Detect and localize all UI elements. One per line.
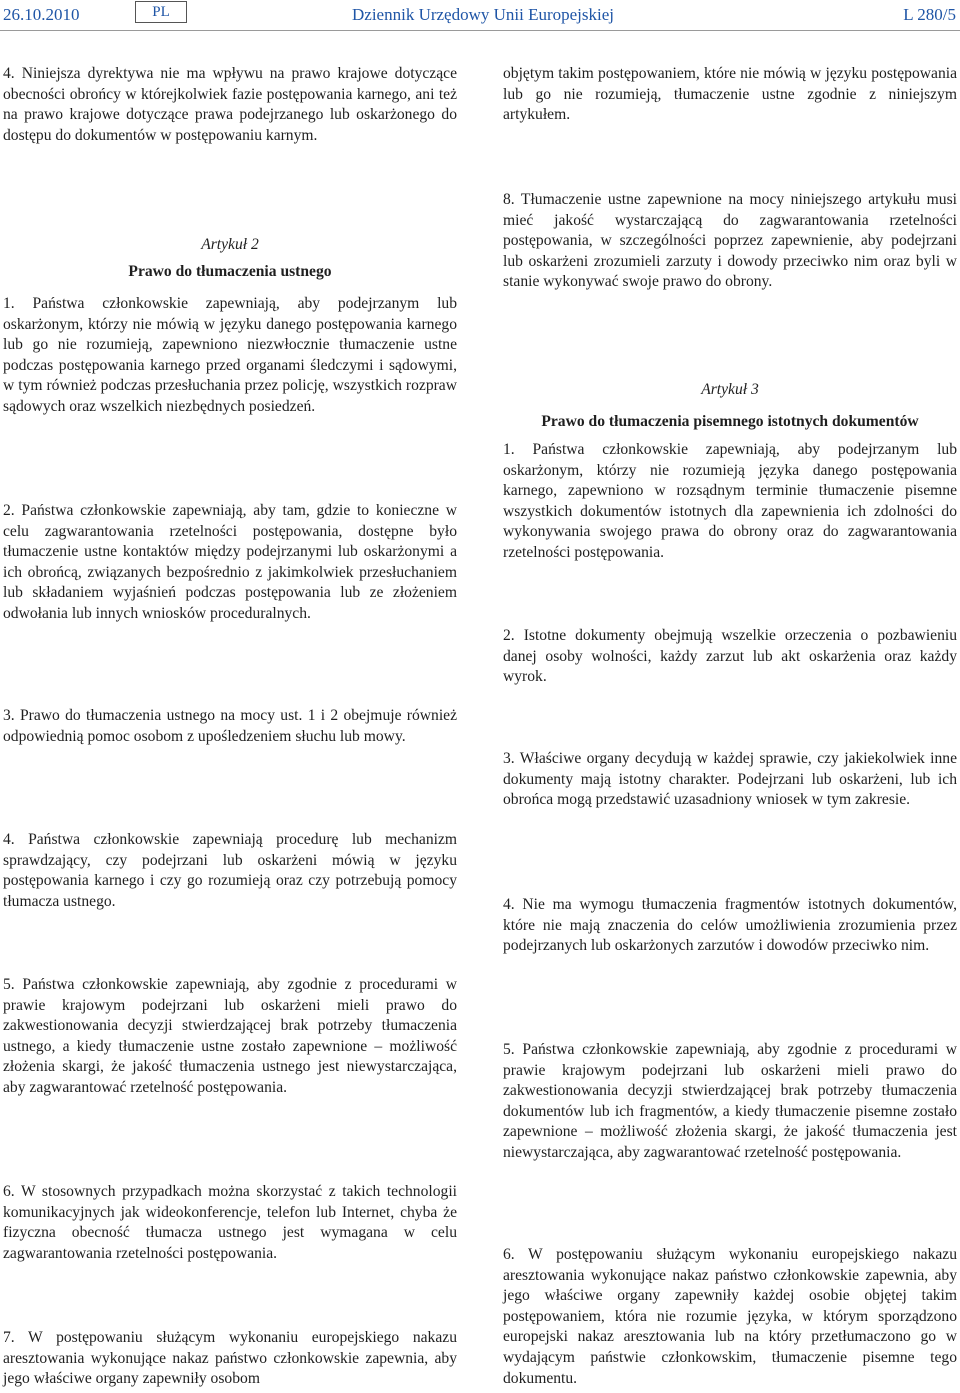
publication-date: 26.10.2010	[3, 5, 80, 24]
paragraph-3: 3. Prawo do tłumaczenia ustnego na mocy ust. 1 i 2 obejmuje również odpowiednią pomoc osobom z upośledzeniem słuchu lub mowy.	[3, 707, 457, 745]
paragraph-4: 4. Nie ma wymogu tłumaczenia fragmentów istotnych dokumentów, które nie mają znaczenia do celów umożliwienia zrozumienia przez podejrzanych lub oskarżonych zarzutów i dowodów przeciwko nim.	[503, 896, 957, 955]
paragraph-2: 2. Istotne dokumenty obejmują wszelkie orzeczenia o pozbawieniu danej osoby wolności, każdy zarzut lub akt oskarżenia oraz każdy wyrok.	[503, 627, 957, 686]
article-2-heading	[3, 235, 457, 282]
paragraph-5: 5. Państwa członkowskie zapewniają, aby zgodnie z procedurami w prawie krajowym podejrzani lub oskarżeni mieli prawo do zakwestionowania decyzji stwierdzającej brak potrzeby tłumaczenia dokumentów lub ich fragmentów, a kiedy tłumaczenie pisemne zostało zapewnione – możliwość złożenia skargi, że jakość tłumaczenia jest niewystarczająca, aby zagwarantować rzetelność postępowania.	[503, 1041, 957, 1161]
paragraph-6: 6. W postępowaniu służącym wykonaniu europejskiego nakazu aresztowania wykonujące nakaz państwo członkowskie zapewnia, aby jego właściwe organy zapewniły każdej osobie objętej takim postępowaniem, która nie rozumie języka, w którym sporządzono europejski nakaz aresztowania lub na który przetłumaczono go w wydającym państwie członkowskim, tłumaczenie pisemne tego dokumentu.	[503, 1246, 957, 1387]
paragraph-1: 1. Państwa członkowskie zapewniają, aby podejrzanym lub oskarżonym, którzy nie rozumieją języka danego postępowania karnego, zapewniono w rozsądnym terminie tłumaczenie pisemne wszystkich dokumentów istotnych dla zapewnienia ich zdolności do wykonywania swojego prawa do obrony oraz do zagwarantowania rzetelności postępowania.	[503, 441, 957, 561]
article-number: Artykuł 3	[701, 381, 759, 398]
page-header	[0, 0, 960, 34]
journal-title: Dziennik Urzędowy Unii Europejskiej	[352, 5, 615, 24]
paragraph-1: 1. Państwa członkowskie zapewniają, aby podejrzanym lub oskarżonym, którzy nie mówią w języku danego postępowania karnego lub go nie rozumieją, zapewniono niezwłocznie tłumaczenie ustne podczas postępowania karnego przed organami śledczymi i sądowymi, w tym również podczas przesłuchania przez policję, wszystkich rozpraw sądowych oraz wszelkich niezbędnych posiedzeń.	[3, 295, 457, 415]
paragraph-7-continued: objętym takim postępowaniem, które nie mówią w języku postępowania lub go nie rozumieją, tłumaczenie ustne zgodnie z niniejszym artykułem.	[503, 65, 957, 124]
paragraph-4: 4. Państwa członkowskie zapewniają procedurę lub mechanizm sprawdzający, czy podejrzani lub oskarżeni mówią w języku postępowania karnego i czy go rozumieją oraz czy potrzebują pomocy tłumacza ustnego.	[3, 831, 457, 910]
paragraph-2: 2. Państwa członkowskie zapewniają, aby tam, gdzie to konieczne w celu zagwarantowania rzetelności postępowania, dostępne było tłumaczenie ustne kontaktów między podejrzanymi lub oskarżonymi a ich obrońcą, związanych bezpośrednio z jakimkolwiek przesłuchaniem lub składaniem wyjaśnień podczas postępowania lub ze złożeniem odwołania lub innych wniosków proceduralnych.	[3, 502, 457, 622]
paragraph-5: 5. Państwa członkowskie zapewniają, aby zgodnie z procedurami w prawie krajowym podejrzani lub oskarżeni mieli prawo do zakwestionowania decyzji stwierdzającej brak potrzeby tłumaczenia ustnego, a kiedy tłumaczenie ustne zostało zapewnione – możliwość złożenia skargi, że jakość tłumaczenia ustnego jest niewystarczająca, aby zagwarantować rzetelność postępowania.	[3, 976, 457, 1096]
page-reference: L 280/5	[903, 5, 956, 24]
article-title: Prawo do tłumaczenia pisemnego istotnych dokumentów	[541, 413, 919, 430]
paragraph-6: 6. W stosownych przypadkach można skorzystać z takich technologii komunikacyjnych jak wideokonferencje, telefon lub Internet, chyba że fizyczna obecność tłumacza ustnego jest wymagana w celu zagwarantowania rzetelności postępowania.	[3, 1183, 457, 1262]
language-badge: PL	[135, 1, 187, 23]
paragraph-intro-4: 4. Niniejsza dyrektywa nie ma wpływu na prawo krajowe dotyczące obecności obrońcy w którejkolwiek fazie postępowania karnego, ani też na prawo krajowe dotyczące prawa podejrzanego lub oskarżonego do dostępu do dokumentów w postępowaniu karnym.	[3, 65, 457, 144]
article-3-heading	[503, 380, 957, 432]
header-divider	[0, 30, 960, 31]
paragraph-3: 3. Właściwe organy decydują w każdej sprawie, czy jakiekolwiek inne dokumenty mają istotny charakter. Podejrzani lub oskarżeni, lub ich obrońca mogą przedstawić uzasadniony wniosek w tym zakresie.	[503, 750, 957, 809]
article-title: Prawo do tłumaczenia ustnego	[128, 263, 332, 280]
paragraph-7: 7. W postępowaniu służącym wykonaniu europejskiego nakazu aresztowania wykonujące nakaz państwo członkowskie zapewnia, aby jego właściwe organy zapewniły osobom	[3, 1329, 457, 1388]
article-number: Artykuł 2	[201, 236, 259, 253]
paragraph-8: 8. Tłumaczenie ustne zapewnione na mocy niniejszego artykułu musi mieć jakość wystarczającą do zagwarantowania rzetelności postępowania, w szczególności poprzez zapewnienie, aby podejrzani lub oskarżeni zrozumieli zarzuty i dowody przeciwko nim oraz byli w stanie wykonywać swoje prawo do obrony.	[503, 191, 957, 291]
